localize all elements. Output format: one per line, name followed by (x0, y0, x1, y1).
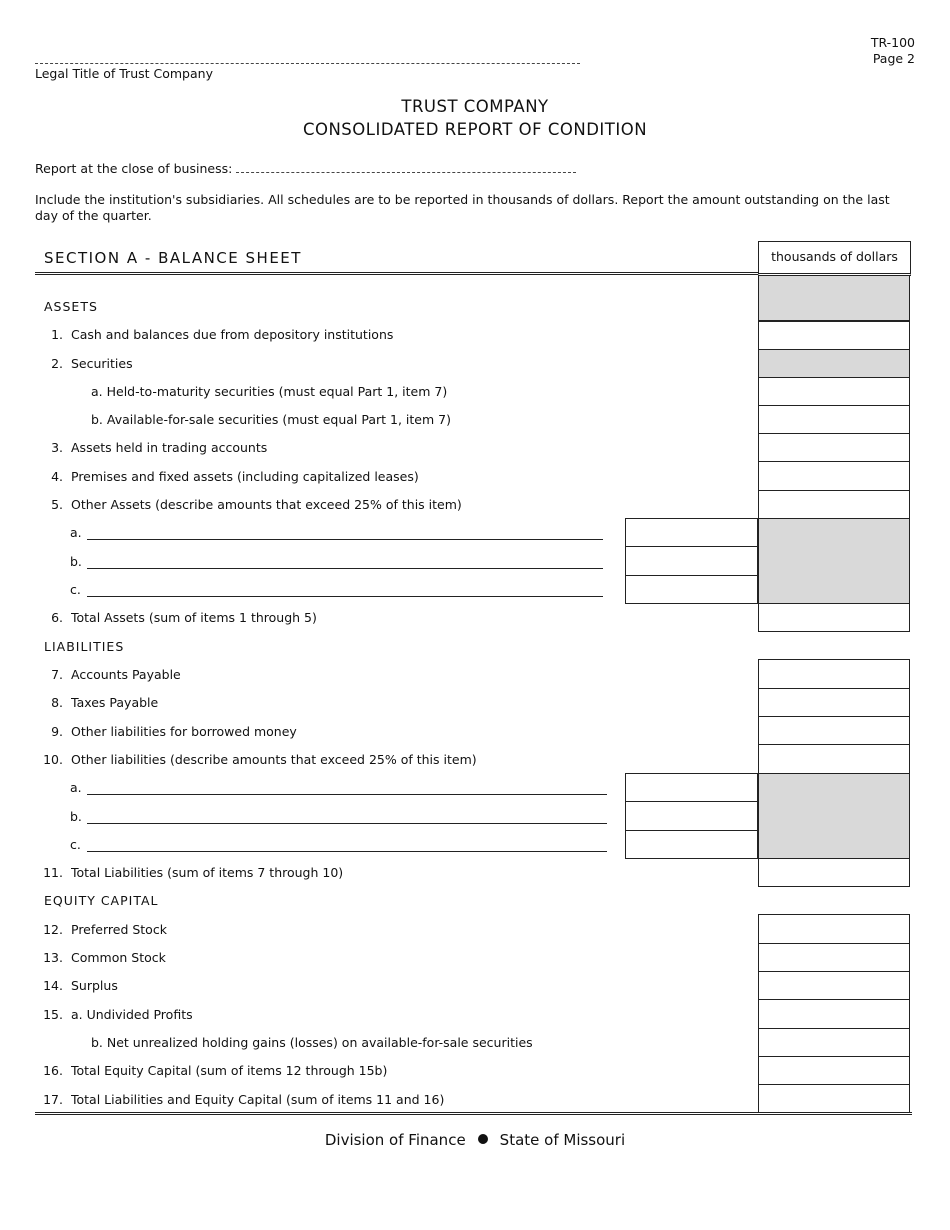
row-number: 17. (43, 1092, 63, 1107)
row-label: Taxes Payable (71, 695, 161, 710)
amount-input-4[interactable] (758, 461, 910, 491)
heading-line-2: CONSOLIDATED REPORT OF CONDITION (302, 120, 648, 139)
liability-row-11 (35, 859, 750, 887)
other-liability-amount-a[interactable] (625, 773, 758, 802)
row-number: 4. (51, 469, 63, 484)
description-line[interactable] (87, 823, 607, 824)
amount-input-17[interactable] (758, 1084, 910, 1113)
other-liability-amount-c[interactable] (625, 830, 758, 859)
amount-input-8[interactable] (758, 688, 910, 717)
amount-input-2b[interactable] (758, 405, 910, 434)
asset-row-4 (35, 463, 750, 491)
equity-row-13 (35, 944, 750, 972)
amount-input-12[interactable] (758, 914, 910, 944)
other-asset-amount-a[interactable] (625, 518, 758, 547)
description-line[interactable] (87, 794, 607, 795)
row-label: Total Liabilities and Equity Capital (sum of items 11 and 16) (71, 1092, 447, 1107)
securities-shaded-cell (758, 349, 910, 378)
row-number: 1. (51, 327, 63, 342)
asset-row-1 (35, 321, 750, 349)
amount-input-7[interactable] (758, 659, 910, 689)
equity-row-12 (35, 916, 750, 944)
report-close-field[interactable] (236, 162, 576, 173)
other-liability-amount-b[interactable] (625, 801, 758, 831)
asset-row-2 (35, 350, 750, 378)
form-id (871, 35, 915, 67)
row-label: Other liabilities (describe amounts that exceed 25% of this item) (71, 752, 480, 767)
row-label: b. Net unrealized holding gains (losses) on available-for-sale securities (91, 1035, 536, 1050)
row-number: 7. (51, 667, 63, 682)
row-number: 16. (43, 1063, 63, 1078)
assets-heading: ASSETS (44, 299, 98, 314)
footer-division: Division of Finance (324, 1131, 466, 1149)
amount-input-5[interactable] (758, 490, 910, 519)
row-label: Premises and fixed assets (including capitalized leases) (71, 469, 422, 484)
equity-row-15b (35, 1029, 750, 1057)
other-asset-line-c[interactable] (70, 582, 81, 597)
amount-input-15b[interactable] (758, 1028, 910, 1057)
description-line[interactable] (87, 568, 603, 569)
equity-heading: EQUITY CAPITAL (44, 893, 159, 908)
report-close-row (35, 161, 576, 176)
other-asset-amount-c[interactable] (625, 575, 758, 604)
row-label: Assets held in trading accounts (71, 440, 270, 455)
legal-title-label: Legal Title of Trust Company (35, 66, 213, 81)
section-title: SECTION A - BALANCE SHEET (44, 249, 302, 267)
other-asset-line-a[interactable] (70, 525, 82, 540)
other-asset-line-b[interactable] (70, 554, 82, 569)
liability-row-10 (35, 746, 750, 774)
equity-row-15a (35, 1001, 750, 1029)
row-label: Other liabilities for borrowed money (71, 724, 300, 739)
amount-input-9[interactable] (758, 716, 910, 745)
row-number: 14. (43, 978, 63, 993)
row-number: 11. (43, 865, 63, 880)
row-label: Cash and balances due from depository institutions (71, 327, 396, 342)
bottom-rule (35, 1112, 912, 1115)
row-label: b. Available-for-sale securities (must equal Part 1, item 7) (91, 412, 454, 427)
equity-row-17 (35, 1086, 750, 1114)
asset-row-5 (35, 491, 750, 519)
asset-row-2a (35, 378, 750, 406)
amount-input-14[interactable] (758, 971, 910, 1000)
row-label: Common Stock (71, 950, 169, 965)
amount-input-6[interactable] (758, 603, 910, 632)
amount-input-15a[interactable] (758, 999, 910, 1029)
row-number: 3. (51, 440, 63, 455)
other-liability-line-a[interactable] (70, 780, 82, 795)
line-letter: b. (70, 554, 82, 569)
line-letter: b. (70, 809, 82, 824)
description-line[interactable] (87, 539, 603, 540)
row-number: 12. (43, 922, 63, 937)
row-number: 5. (51, 497, 63, 512)
other-liability-line-b[interactable] (70, 809, 82, 824)
row-label: Preferred Stock (71, 922, 170, 937)
form-number: TR-100 (870, 35, 915, 50)
row-label: a. Held-to-maturity securities (must equal Part 1, item 7) (91, 384, 450, 399)
row-label: Total Liabilities (sum of items 7 through 10) (71, 865, 346, 880)
other-liability-line-c[interactable] (70, 837, 81, 852)
asset-row-3 (35, 434, 750, 462)
column-header: thousands of dollars (758, 241, 911, 276)
line-letter: c. (70, 837, 81, 852)
heading-line-1: TRUST COMPANY (401, 97, 549, 116)
row-label: Securities (71, 356, 136, 371)
row-number: 2. (51, 356, 63, 371)
row-number: 10. (43, 752, 63, 767)
amount-input-11[interactable] (758, 858, 910, 887)
description-line[interactable] (87, 596, 603, 597)
amount-input-2a[interactable] (758, 377, 910, 406)
amount-input-13[interactable] (758, 943, 910, 972)
report-close-label: Report at the close of business: (35, 161, 233, 176)
footer (0, 1131, 950, 1149)
asset-row-6 (35, 604, 750, 632)
page-number: Page 2 (872, 51, 915, 66)
other-asset-amount-b[interactable] (625, 546, 758, 576)
other-liabilities-shaded-cell (758, 773, 910, 859)
other-assets-shaded-cell (758, 518, 910, 604)
equity-row-14 (35, 972, 750, 1000)
footer-state: State of Missouri (499, 1131, 626, 1149)
row-number: 6. (51, 610, 63, 625)
row-number: 13. (43, 950, 63, 965)
description-line[interactable] (87, 851, 607, 852)
line-letter: a. (70, 525, 82, 540)
amount-input-3[interactable] (758, 433, 910, 462)
instructions: Include the institution's subsidiaries. All schedules are to be reported in thousands of dollars. Report the amount outstanding on the last day of the quarter. (35, 192, 890, 223)
row-label: Total Assets (sum of items 1 through 5) (71, 610, 320, 625)
legal-title-field[interactable] (35, 55, 580, 64)
asset-row-2b (35, 406, 750, 434)
line-letter: c. (70, 582, 81, 597)
row-label: Total Equity Capital (sum of items 12 through 15b) (71, 1063, 390, 1078)
liabilities-heading: LIABILITIES (44, 639, 125, 654)
liability-row-7 (35, 661, 750, 689)
assets-shaded-cell (758, 275, 910, 321)
amount-input-16[interactable] (758, 1056, 910, 1085)
liability-row-9 (35, 718, 750, 746)
row-label: Surplus (71, 978, 121, 993)
amount-input-10[interactable] (758, 744, 910, 774)
row-number: 9. (51, 724, 63, 739)
row-label: Other Assets (describe amounts that exceed 25% of this item) (71, 497, 465, 512)
amount-input-1[interactable] (758, 321, 910, 350)
row-label: a. Undivided Profits (71, 1007, 196, 1022)
liability-row-8 (35, 689, 750, 717)
row-number: 15. (43, 1007, 63, 1022)
bullet-icon (478, 1134, 488, 1144)
line-letter: a. (70, 780, 82, 795)
equity-row-16 (35, 1057, 750, 1085)
row-number: 8. (51, 695, 63, 710)
row-label: Accounts Payable (71, 667, 184, 682)
